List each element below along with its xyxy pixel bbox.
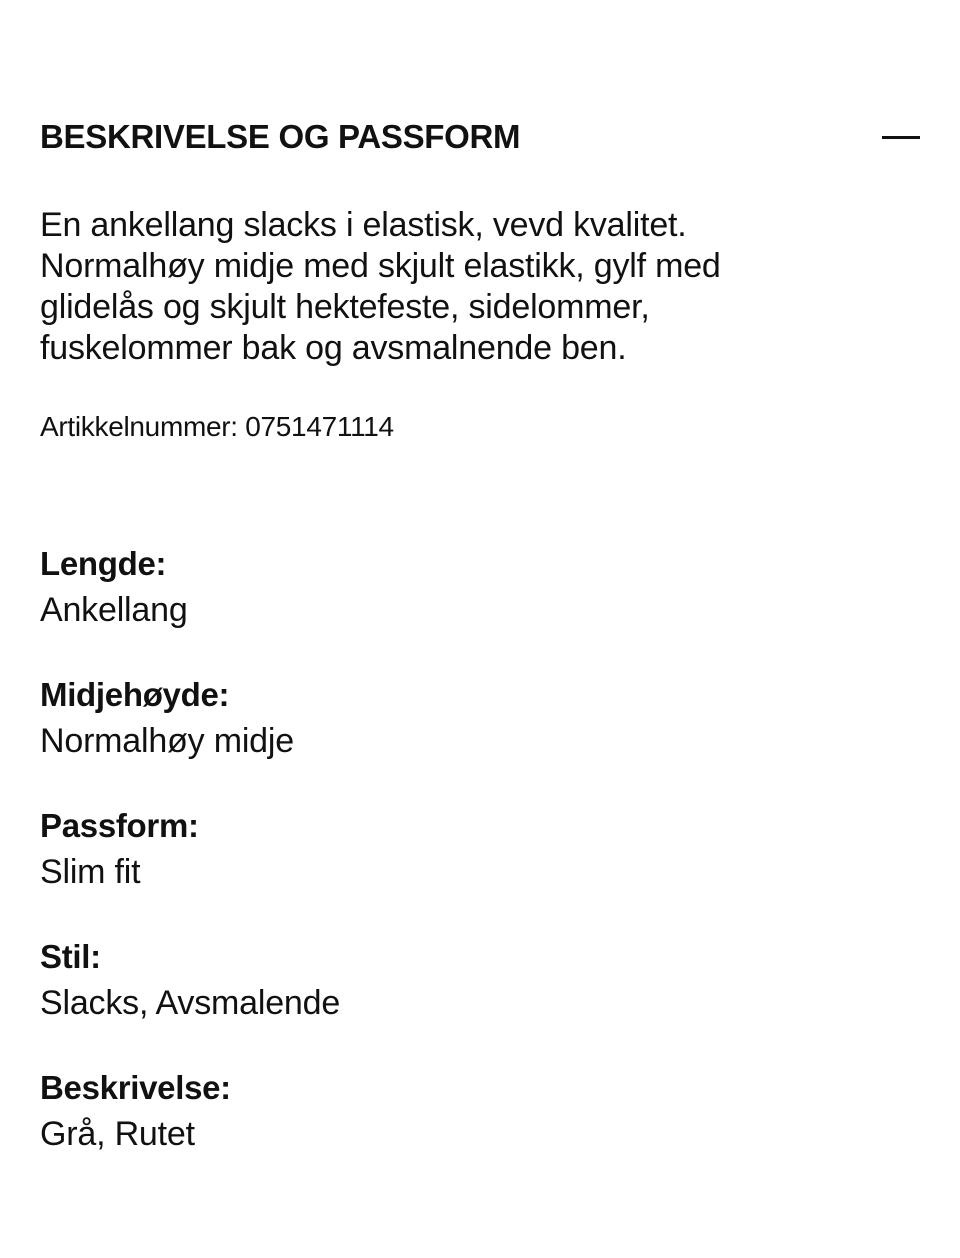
description-line: Normalhøy midje med skjult elastikk, gylf med	[40, 247, 721, 285]
attribute-value: Slim fit	[40, 853, 141, 891]
attribute-label: Midjehøyde:	[40, 676, 230, 713]
attribute-value: Ankellang	[40, 591, 188, 629]
attribute-label: Stil:	[40, 938, 101, 975]
description-line: En ankellang slacks i elastisk, vevd kvalitet.	[40, 206, 687, 244]
attribute-label: Beskrivelse:	[40, 1069, 231, 1106]
attribute-label: Passform:	[40, 807, 199, 844]
section-title: BESKRIVELSE OG PASSFORM	[40, 118, 521, 155]
minus-icon[interactable]	[880, 112, 920, 162]
attribute-description	[40, 1067, 880, 1198]
attribute-value: Normalhøy midje	[40, 722, 294, 760]
description-line: fuskelommer bak og avsmalnende ben.	[40, 329, 627, 367]
attribute-style	[40, 936, 880, 1067]
minus-icon-bar	[882, 136, 920, 139]
product-attributes	[40, 543, 880, 1198]
attribute-value: Grå, Rutet	[40, 1115, 195, 1153]
attribute-length	[40, 543, 880, 674]
attribute-value: Slacks, Avsmalende	[40, 984, 341, 1022]
attribute-label: Lengde:	[40, 545, 167, 582]
article-number: Artikkelnummer: 0751471114	[40, 411, 394, 442]
attribute-waist-height	[40, 674, 880, 805]
product-description	[40, 205, 880, 369]
attribute-fit	[40, 805, 880, 936]
description-line: glidelås og skjult hektefeste, sidelommer,	[40, 288, 650, 326]
section-header-toggle[interactable]	[40, 112, 920, 162]
